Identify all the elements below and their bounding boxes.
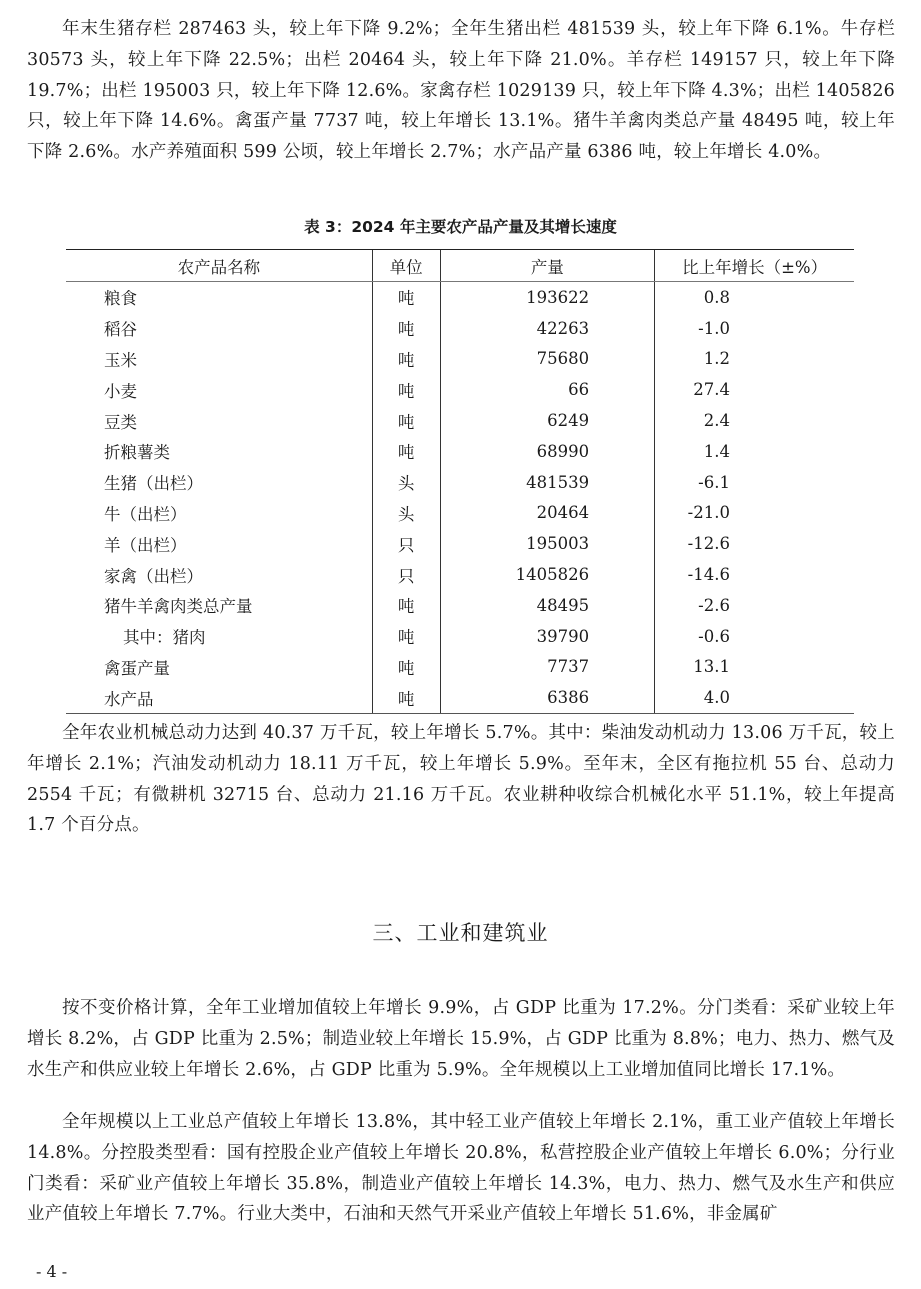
cell-quantity-text: 66 [568, 380, 590, 400]
cell-unit-text: 头 [397, 474, 415, 494]
cell-unit [372, 621, 440, 652]
cell-product-name-text: 豆类 [104, 412, 137, 432]
cell-product-name [66, 590, 372, 621]
cell-growth-rate-text: 4.0 [703, 688, 730, 708]
cell-unit [372, 405, 440, 436]
cell-growth-rate-text: -1.0 [698, 318, 730, 338]
cell-unit [372, 498, 440, 529]
cell-product-name-text: 玉米 [104, 350, 137, 370]
cell-quantity-text: 195003 [526, 534, 590, 554]
cell-product-name-text: 猪牛羊禽肉类总产量 [104, 597, 253, 617]
cell-product-name [66, 528, 372, 559]
cell-quantity-text: 42263 [536, 318, 590, 338]
cell-growth-rate [655, 313, 854, 344]
cell-product-name [66, 344, 372, 375]
cell-growth-rate [655, 652, 854, 683]
cell-growth-rate [655, 344, 854, 375]
table-row [66, 344, 854, 375]
cell-unit [372, 282, 440, 313]
cell-quantity [440, 467, 655, 498]
cell-quantity-text: 6386 [547, 688, 590, 708]
table-row [66, 436, 854, 467]
cell-quantity [440, 559, 655, 590]
cell-unit [372, 374, 440, 405]
cell-unit [372, 528, 440, 559]
header-product-name: 农产品名称 [66, 250, 372, 282]
cell-product-name [66, 498, 372, 529]
cell-unit-text: 吨 [397, 350, 415, 370]
cell-growth-rate-text: 1.2 [703, 349, 730, 369]
cell-quantity [440, 652, 655, 683]
cell-growth-rate-text: 0.8 [703, 287, 730, 307]
paragraph-industry-value-added: 按不变价格计算，全年工业增加值较上年增长 9.9%，占 GDP 比重为 17.2%。分门类看：采矿业较上年增长 8.2%，占 GDP 比重为 2.5%；制造业较上年增长 15.9%，占 GDP 比重为 8.8%；电力、热力、燃气及水生产和供应业较上年增长 2.6%，占 GDP 比重为 5.9%。全年规模以上工业增加值同比增长 17.1%。 [27, 998, 895, 1080]
cell-unit-text: 吨 [397, 320, 415, 340]
cell-growth-rate [655, 528, 854, 559]
cell-growth-rate-text: -2.6 [698, 595, 730, 615]
table-row [66, 282, 854, 313]
cell-product-name-text: 羊（出栏） [104, 535, 187, 555]
cell-product-name-text: 生猪（出栏） [104, 474, 203, 494]
cell-quantity-text: 7737 [547, 657, 590, 677]
cell-growth-rate-text: -6.1 [698, 472, 730, 492]
cell-growth-rate [655, 559, 854, 590]
header-quantity: 产量 [440, 250, 655, 282]
cell-unit-text: 吨 [397, 412, 415, 432]
cell-quantity-text: 48495 [536, 595, 590, 615]
cell-unit-text: 头 [397, 504, 415, 524]
page-number: - 4 - [36, 1262, 68, 1281]
table-header-row [66, 250, 854, 282]
cell-quantity [440, 682, 655, 713]
cell-unit-text: 只 [397, 566, 415, 586]
cell-product-name [66, 682, 372, 713]
cell-unit [372, 559, 440, 590]
cell-unit-text: 吨 [397, 289, 415, 309]
cell-product-name-text: 其中：猪肉 [123, 628, 206, 648]
cell-product-name [66, 621, 372, 652]
table-row [66, 590, 854, 621]
cell-product-name-text: 牛（出栏） [104, 504, 187, 524]
table-row [66, 652, 854, 683]
cell-growth-rate [655, 405, 854, 436]
cell-growth-rate [655, 282, 854, 313]
agri-products-table [66, 249, 854, 714]
cell-unit-text: 只 [397, 535, 415, 555]
table-row [66, 682, 854, 713]
cell-quantity [440, 405, 655, 436]
cell-growth-rate [655, 590, 854, 621]
cell-quantity-text: 193622 [526, 287, 590, 307]
table-row [66, 559, 854, 590]
cell-product-name [66, 559, 372, 590]
table-row [66, 498, 854, 529]
cell-quantity [440, 344, 655, 375]
cell-product-name-text: 小麦 [104, 381, 137, 401]
cell-quantity [440, 313, 655, 344]
cell-product-name-text: 家禽（出栏） [104, 566, 203, 586]
cell-growth-rate [655, 682, 854, 713]
cell-quantity [440, 528, 655, 559]
cell-product-name-text: 稻谷 [104, 320, 137, 340]
table-caption: 表 3：2024 年主要农产品产量及其增长速度 [304, 218, 617, 236]
cell-unit-text: 吨 [397, 597, 415, 617]
cell-quantity-text: 39790 [536, 626, 590, 646]
cell-quantity-text: 1405826 [515, 565, 590, 585]
table-row [66, 528, 854, 559]
cell-product-name [66, 652, 372, 683]
table-row [66, 313, 854, 344]
cell-growth-rate-text: -12.6 [687, 534, 730, 554]
cell-growth-rate [655, 498, 854, 529]
cell-unit [372, 590, 440, 621]
cell-growth-rate-text: 13.1 [693, 657, 730, 677]
cell-unit [372, 436, 440, 467]
cell-product-name [66, 313, 372, 344]
cell-quantity [440, 436, 655, 467]
cell-quantity-text: 6249 [547, 411, 590, 431]
cell-quantity-text: 75680 [536, 349, 590, 369]
cell-unit-text: 吨 [397, 658, 415, 678]
cell-quantity-text: 68990 [536, 441, 590, 461]
cell-quantity [440, 374, 655, 405]
cell-growth-rate [655, 467, 854, 498]
cell-quantity-text: 481539 [526, 472, 590, 492]
cell-quantity [440, 621, 655, 652]
paragraph-livestock: 年末生猪存栏 287463 头，较上年下降 9.2%；全年生猪出栏 481539 头，较上年下降 6.1%。牛存栏 30573 头，较上年下降 22.5%；出栏 20464 头，较上年下降 21.0%。羊存栏 149157 只，较上年下降 19.7%；出栏 195003 只，较上年下降 12.6%。家禽存栏 1029139 只，较上年下降 4.3%；出栏 1405826 只，较上年下降 14.6%。禽蛋产量 7737 吨，较上年增长 13.1%。猪牛羊禽肉类总产量 48495 吨，较上年下降 2.6%。水产养殖面积 599 公顷，较上年增长 2.7%；水产品产量 6386 吨，较上年增长 4.0%。 [27, 19, 895, 163]
cell-growth-rate-text: -0.6 [698, 626, 730, 646]
cell-unit-text: 吨 [397, 628, 415, 648]
cell-product-name [66, 436, 372, 467]
cell-quantity-text: 20464 [536, 503, 590, 523]
table-row [66, 467, 854, 498]
cell-unit-text: 吨 [397, 443, 415, 463]
cell-product-name [66, 467, 372, 498]
table-row [66, 374, 854, 405]
cell-product-name [66, 405, 372, 436]
table-row [66, 621, 854, 652]
cell-product-name [66, 374, 372, 405]
cell-unit-text: 吨 [397, 381, 415, 401]
section-heading: 三、工业和建筑业 [372, 921, 549, 945]
cell-product-name-text: 粮食 [104, 289, 137, 309]
cell-product-name-text: 折粮薯类 [104, 443, 170, 463]
cell-quantity [440, 590, 655, 621]
cell-quantity [440, 498, 655, 529]
cell-unit [372, 682, 440, 713]
paragraph-machinery: 全年农业机械总动力达到 40.37 万千瓦，较上年增长 5.7%。其中：柴油发动机动力 13.06 万千瓦，较上年增长 2.1%；汽油发动机动力 18.11 万千瓦，较上年增长 5.9%。至年末，全区有拖拉机 55 台、总动力 2554 千瓦；有微耕机 32715 台、总动力 21.16 万千瓦。农业耕种收综合机械化水平 51.1%，较上年提高 1.7 个百分点。 [27, 723, 895, 836]
cell-product-name-text: 禽蛋产量 [104, 658, 170, 678]
header-unit: 单位 [372, 250, 440, 282]
cell-growth-rate-text: 27.4 [693, 380, 730, 400]
cell-quantity [440, 282, 655, 313]
cell-unit-text: 吨 [397, 689, 415, 709]
cell-growth-rate [655, 436, 854, 467]
cell-growth-rate [655, 621, 854, 652]
header-growth-rate: 比上年增长（±%） [655, 250, 854, 282]
cell-growth-rate-text: 2.4 [703, 411, 730, 431]
cell-growth-rate [655, 374, 854, 405]
table-row [66, 405, 854, 436]
paragraph-industry-output: 全年规模以上工业总产值较上年增长 13.8%，其中轻工业产值较上年增长 2.1%，重工业产值较上年增长 14.8%。分控股类型看：国有控股企业产值较上年增长 20.8%，私营控股企业产值较上年增长 6.0%；分行业门类看：采矿业产值较上年增长 35.8%，制造业产值较上年增长 14.3%，电力、热力、燃气及水生产和供应业产值较上年增长 7.7%。行业大类中，石油和天然气开采业产值较上年增长 51.6%，非金属矿 [27, 1112, 895, 1225]
cell-unit [372, 313, 440, 344]
cell-product-name [66, 282, 372, 313]
cell-growth-rate-text: 1.4 [703, 441, 730, 461]
cell-unit [372, 467, 440, 498]
cell-product-name-text: 水产品 [104, 689, 154, 709]
cell-unit [372, 344, 440, 375]
cell-unit [372, 652, 440, 683]
cell-growth-rate-text: -21.0 [687, 503, 730, 523]
cell-growth-rate-text: -14.6 [687, 565, 730, 585]
